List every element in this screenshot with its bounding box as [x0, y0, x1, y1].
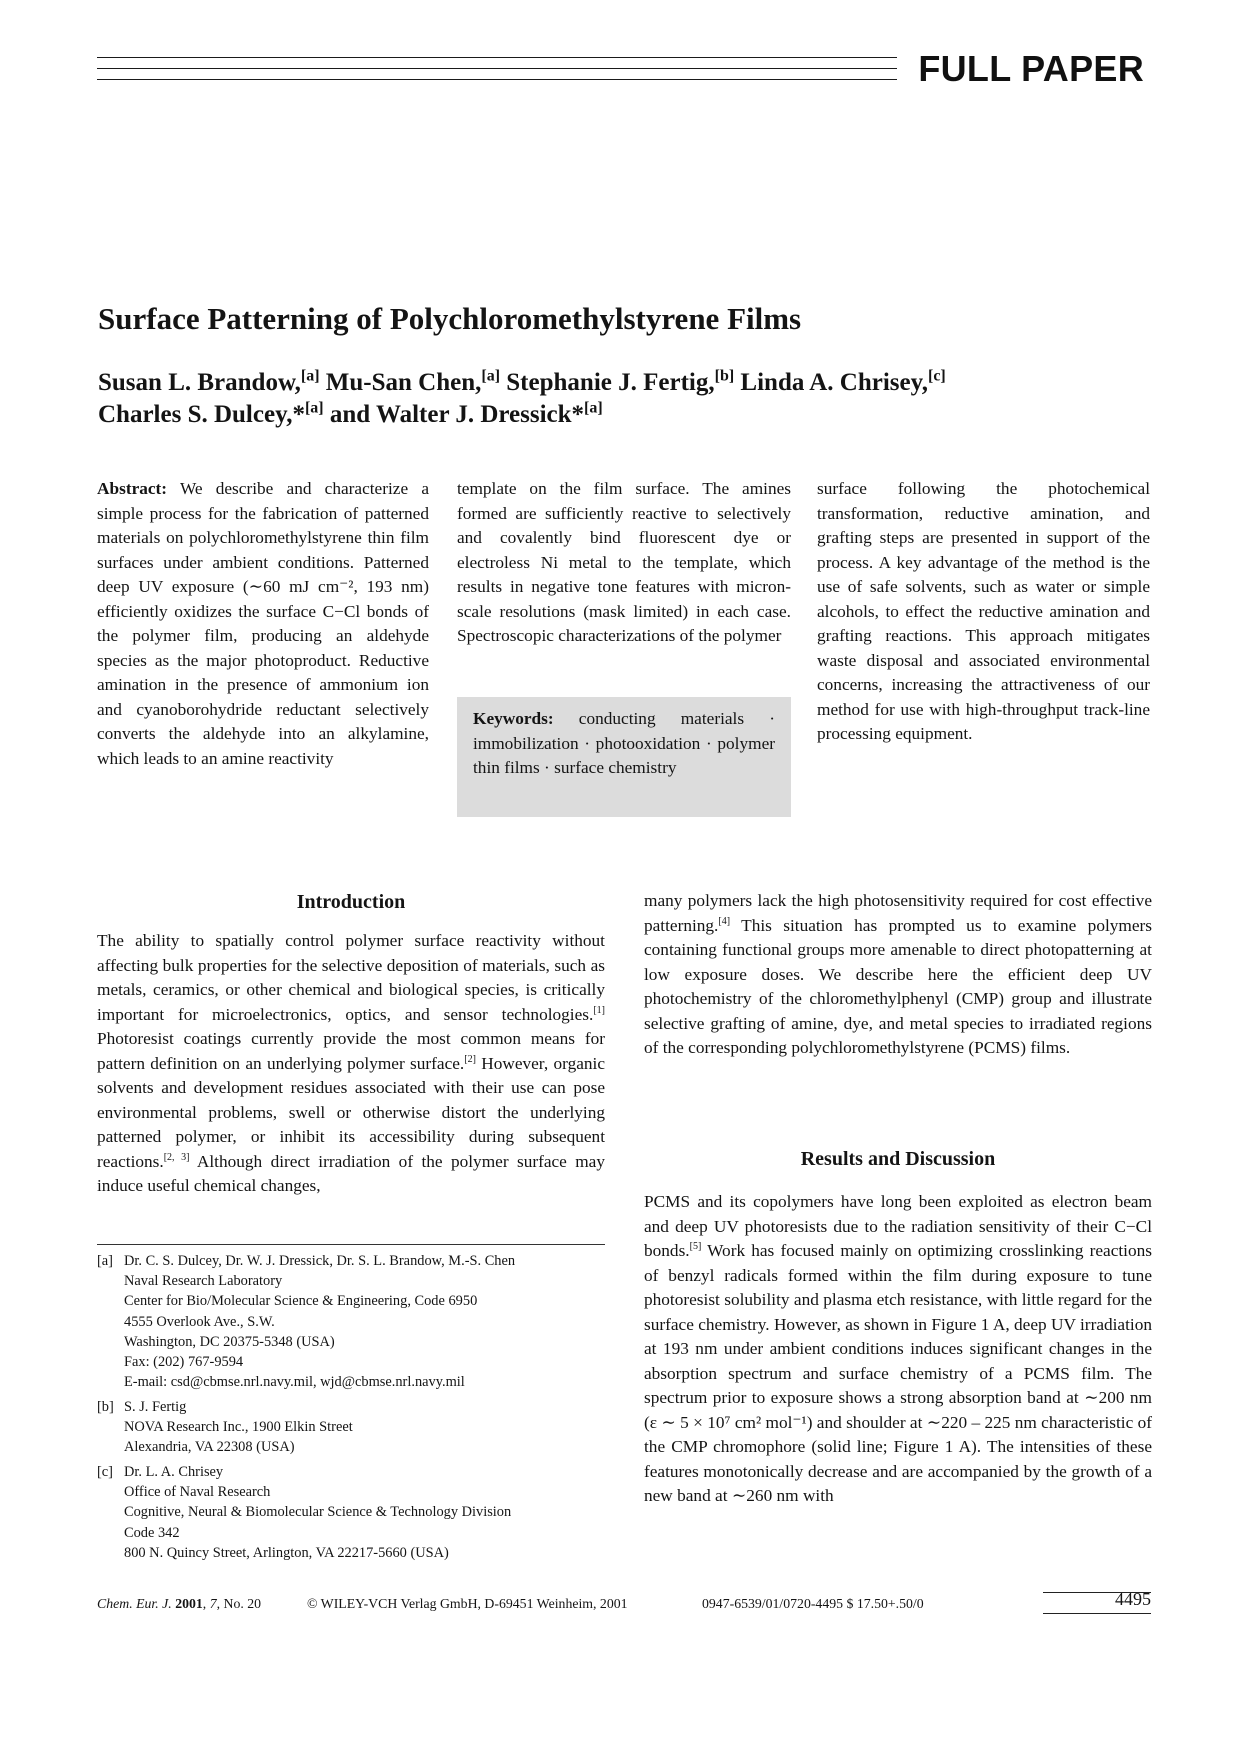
footnote-line: Naval Research Laboratory [124, 1273, 283, 1290]
citation: [1] [593, 1004, 605, 1016]
footnote-line: S. J. Fertig [124, 1399, 187, 1415]
abstract-text: We describe and characterize a simple process for the fabrication of patterned materials on polychloromethylstyrene thin film surfaces under ambient conditions. Patterned deep UV exposure (∼60 mJ cm⁻², 193 nm) efficiently oxidizes the surface C−Cl bonds of the polymer film, producing an aldehyde species as the major photoproduct. Reductive amination in the presence of ammonium ion and cyanoborohydride reductant selectively converts the aldehyde into an alkylamine, which leads to an amine reactivity [97, 479, 429, 768]
introduction-section [97, 889, 605, 1199]
footnote-b [97, 1397, 607, 1458]
author-name: Stephanie J. Fertig, [500, 369, 715, 396]
article-title: Surface Patterning of Polychloromethylstyrene Films [98, 301, 802, 336]
section-label: FULL PAPER [918, 48, 1144, 89]
author-name: Charles S. Dulcey,* [98, 401, 305, 428]
affiliation-mark: [a] [481, 367, 501, 385]
author-name: Linda A. Chrisey, [734, 369, 928, 396]
page-number: 4495 [1115, 1589, 1151, 1609]
page-number-rule [1043, 1613, 1151, 1614]
footnote-line: Alexandria, VA 22308 (USA) [124, 1439, 295, 1456]
header-rule [97, 57, 897, 58]
journal-year: 2001 [175, 1596, 203, 1611]
copyright-line: © WILEY-VCH Verlag GmbH, D-69451 Weinheim, 2001 [307, 1596, 628, 1611]
footnote-line: Dr. C. S. Dulcey, Dr. W. J. Dressick, Dr. S. L. Brandow, M.-S. Chen [124, 1253, 516, 1269]
footnote-line: Washington, DC 20375-5348 (USA) [124, 1333, 335, 1350]
journal-citation: Chem. Eur. J. 2001, 7, No. 20 [97, 1596, 262, 1611]
journal-volume: 7 [209, 1596, 217, 1611]
footnote-line: 4555 Overlook Ave., S.W. [124, 1313, 275, 1330]
author-line-2 [98, 399, 1148, 431]
text-run: Photoresist coatings currently provide the most common means for pattern definition on an underlying polymer surface. [97, 1029, 605, 1073]
text-run: However, organic solvents and development residues associated with their use can pose environmental problems, swell or otherwise distort the underlying patterned polymer, or inhibit its accessibility during subsequent reactions. [97, 1053, 605, 1171]
header-rule [97, 79, 897, 80]
citation: [2] [464, 1053, 476, 1065]
affiliation-mark: [b] [714, 367, 735, 385]
affiliation-mark: [a] [584, 399, 603, 417]
footnote-a [97, 1251, 607, 1392]
text-run: PCMS and its copolymers have long been exploited as electron beam and deep UV photoresists due to the radiation sensitivity of their C−Cl bonds. [644, 1192, 1152, 1260]
footnote-line: Code 342 [124, 1524, 180, 1541]
footnote-line: Dr. L. A. Chrisey [124, 1464, 224, 1480]
citation: [4] [718, 915, 731, 927]
footnote-line: Fax: (202) 767-9594 [124, 1354, 244, 1371]
footnote-rule [97, 1244, 605, 1245]
author-name: Susan L. Brandow, [98, 369, 301, 396]
footnote-line: Center for Bio/Molecular Science & Engineering, Code 6950 [124, 1293, 478, 1310]
section-heading: Results and Discussion [800, 1148, 996, 1170]
abstract-column-2 [457, 477, 791, 649]
keywords-list: conducting materials · immobilization · photooxidation · polymer thin films · surface chemistry [473, 709, 775, 777]
footnote-line: Office of Naval Research [124, 1484, 271, 1501]
section-heading: Introduction [296, 891, 406, 913]
abstract-column-1 [97, 477, 429, 771]
issn-line: 0947-6539/01/0720-4495 $ 17.50+.50/0 [702, 1596, 924, 1611]
introduction-continued [644, 889, 1152, 1061]
abstract-label: Abstract: [97, 479, 168, 498]
footnote-line: E-mail: csd@cbmse.nrl.navy.mil, wjd@cbmse.nrl.navy.mil [124, 1374, 465, 1391]
footnote-c [97, 1462, 607, 1563]
keywords-label: Keywords: [473, 709, 554, 728]
author-line-1 [98, 367, 1148, 399]
text-run: many polymers lack the high photosensitivity required for cost effective patterning. [644, 891, 1152, 935]
citation: [2, 3] [163, 1151, 190, 1163]
results-section [644, 1146, 1152, 1509]
footnote-mark: [c] [97, 1464, 113, 1480]
text-run: Work has focused mainly on optimizing crosslinking reactions of benzyl radicals formed within the film during exposure to tune photoresist solubility and plasma etch resistance, with little regard for the surface chemistry. However, as shown in Figure 1 A, deep UV irradiation at 193 nm under ambient conditions induces significant changes in the absorption spectrum and surface chemistry of a PCMS film. The spectrum prior to exposure shows a strong absorption band at ∼200 nm (ε ∼ 5 × 10⁷ cm² mol⁻¹) and shoulder at ∼220 – 225 nm characteristic of the CMP chromophore (solid line; Figure 1 A). The intensities of these features monotonically decrease and are accompanied by the growth of a new band at ∼260 nm with [644, 1241, 1152, 1505]
abstract-column-3 [817, 477, 1150, 747]
keywords-box [457, 697, 791, 817]
text-run: Although direct irradiation of the polymer surface may induce useful chemical changes, [97, 1151, 605, 1195]
citation: [5] [689, 1241, 702, 1253]
author-name: Mu-San Chen, [319, 369, 482, 396]
paragraph [644, 889, 1152, 1061]
text-run: This situation has prompted us to examine polymers containing functional groups more amenable to direct photopatterning at low exposure doses. We describe here the efficient deep UV photochemistry of the chloromethylphenyl (CMP) group and illustrate selective grafting of amine, dye, and metal species to irradiated regions of the corresponding polychloromethylstyrene (PCMS) films. [644, 915, 1152, 1057]
abstract-text: template on the film surface. The amines formed are sufficiently reactive to selectively and covalently bind fluorescent dye or electroless Ni metal to the template, which results in negative tone features with micron-scale resolutions (mask limited) in each case. Spectroscopic characterizations of the polymer [457, 479, 791, 645]
footnote-line: 800 N. Quincy Street, Arlington, VA 22217-5660 (USA) [124, 1544, 449, 1561]
affiliation-mark: [a] [300, 367, 320, 385]
paragraph [97, 929, 605, 1199]
affiliation-mark: [a] [304, 399, 324, 417]
footnote-mark: [a] [97, 1253, 113, 1269]
header-rule [97, 68, 897, 69]
journal-name: Chem. Eur. J. [97, 1596, 172, 1611]
footnote-line: Cognitive, Neural & Biomolecular Science & Technology Division [124, 1504, 512, 1521]
abstract-text: surface following the photochemical transformation, reductive amination, and grafting steps are presented in support of the process. A key advantage of the method is the use of safe solvents, such as water or simple alcohols, to effect the reductive amination and grafting reactions. This approach mitigates waste disposal and associated environmental concerns, increasing the attractiveness of our method for use with high-throughput track-line processing equipment. [817, 479, 1150, 743]
author-list [98, 367, 1148, 431]
paragraph [644, 1190, 1152, 1509]
journal-issue: , No. 20 [216, 1596, 262, 1611]
author-name: and Walter J. Dressick* [323, 401, 585, 428]
footnote-mark: [b] [97, 1399, 114, 1415]
text-run: The ability to spatially control polymer surface reactivity without affecting bulk properties for the selective deposition of materials, such as metals, ceramics, or other chemical and biological species, is critically important for microelectronics, optics, and sensor technologies. [97, 931, 605, 1024]
footnote-line: NOVA Research Inc., 1900 Elkin Street [124, 1419, 353, 1436]
affiliation-mark: [c] [927, 367, 946, 385]
